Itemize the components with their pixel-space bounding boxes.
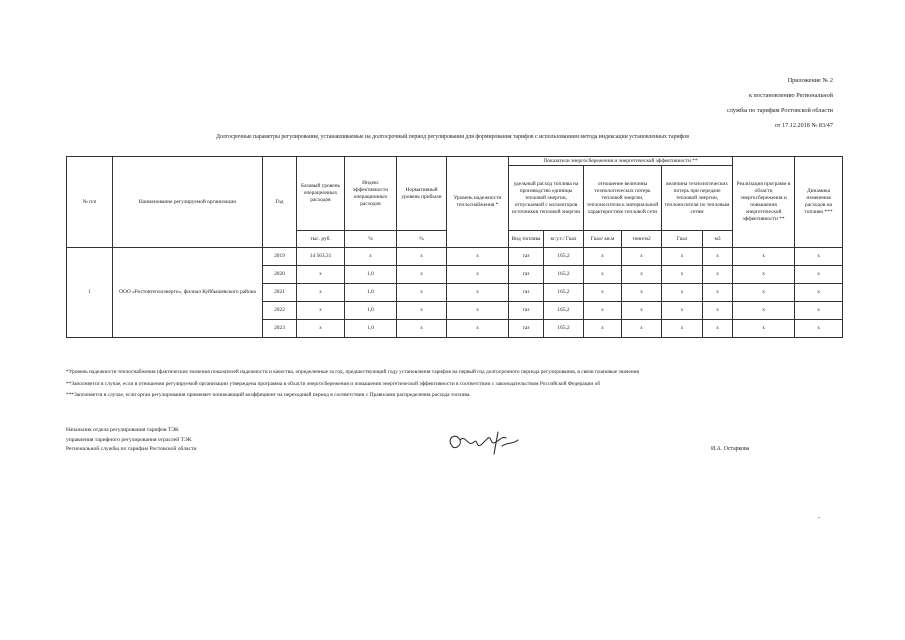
cell-c3: x xyxy=(662,266,703,284)
signer-line-2: управления тарифного регулирования отраслей ТЭК xyxy=(66,436,192,443)
cell-index: x xyxy=(345,248,397,266)
unit-base: тыс. руб. xyxy=(297,231,345,248)
footnote-3: ***Заполняется в случае, если орган регулирования применяет понижающий коэффициент на переходный период в соответствии с Правилами распределения расхода топлива. xyxy=(66,392,471,398)
unit-loss-ratio-1: Гкал/ кв.м xyxy=(584,231,622,248)
cell-c3: x xyxy=(662,248,703,266)
header-programs: Реализация программ в области энергосбережения и повышения энергетической эффективности ** xyxy=(733,157,795,248)
cell-index: 1,0 xyxy=(345,302,397,320)
cell-c4: x xyxy=(703,248,733,266)
cell-c1: x xyxy=(584,302,622,320)
parameters-table xyxy=(66,156,843,338)
cell-reliability: x xyxy=(447,266,509,284)
header-base: Базовый уровень операционных расходов xyxy=(297,157,345,231)
header-profit: Нормативный уровень прибыли xyxy=(397,157,447,231)
cell-programs: x xyxy=(733,320,795,338)
cell-rate: 165,2 xyxy=(544,284,584,302)
cell-year: 2023 xyxy=(263,320,297,338)
cell-dynamics: x xyxy=(795,248,843,266)
cell-rate: 165,2 xyxy=(544,248,584,266)
unit-index: % xyxy=(345,231,397,248)
cell-c2: x xyxy=(622,266,662,284)
cell-fuel: газ xyxy=(509,248,544,266)
cell-c2: x xyxy=(622,320,662,338)
cell-c4: x xyxy=(703,320,733,338)
cell-base: x xyxy=(297,302,345,320)
cell-profit: x xyxy=(397,302,447,320)
scan-speck xyxy=(818,517,820,518)
cell-dynamics: x xyxy=(795,320,843,338)
footnote-1: *Уровень надежности теплоснабжения (фактические значения показателей надежности и качества, определенные за год, предшествующий году установления тарифов на первый год долгосрочного периода регулирования, в связи плановые значения xyxy=(66,369,639,375)
unit-loss-ratio-2: тонн/м2 xyxy=(622,231,662,248)
cell-rate: 165,2 xyxy=(544,266,584,284)
cell-rate: 165,2 xyxy=(544,302,584,320)
cell-fuel: газ xyxy=(509,320,544,338)
cell-c3: x xyxy=(662,320,703,338)
header-loss-value: величина технологических потерь при передаче тепловой энергии, теплоносителя по тепловым сетям xyxy=(662,166,733,231)
cell-programs: x xyxy=(733,302,795,320)
cell-year: 2020 xyxy=(263,266,297,284)
cell-dynamics: x xyxy=(795,302,843,320)
cell-base: x xyxy=(297,320,345,338)
cell-reliability: x xyxy=(447,284,509,302)
footnote-2: **Заполняется в случае, если в отношении регулируемой организации утверждена программа в области энергосбережения и повышения энергетической эффективности в соответствии с законодательством Российской Федерации об xyxy=(66,380,601,387)
cell-profit: x xyxy=(397,248,447,266)
cell-year: 2019 xyxy=(263,248,297,266)
annex-line-3: службы по тарифам Ростовской области xyxy=(727,107,833,114)
cell-base: x xyxy=(297,284,345,302)
header-index: Индекс эффективности операционных расходов xyxy=(345,157,397,231)
cell-c1: x xyxy=(584,266,622,284)
unit-loss-value-2: м3 xyxy=(703,231,733,248)
cell-reliability: x xyxy=(447,248,509,266)
unit-fuel: кг.у.т./ Гкал xyxy=(544,231,584,248)
cell-year: 2021 xyxy=(263,284,297,302)
cell-c1: x xyxy=(584,248,622,266)
footnotes xyxy=(66,367,846,402)
cell-programs: x xyxy=(733,284,795,302)
header-dynamics: Динамика изменения расходов на топливо *** xyxy=(795,157,843,248)
document-title: Долгосрочные параметры регулирования, устанавливаемые на долгосрочный период регулирования для формирования тарифов с использованием метода индексации установленных тарифов xyxy=(216,134,689,140)
signer-line-1: Начальник отдела регулирования тарифов ТЭК xyxy=(66,427,179,433)
annex-block xyxy=(727,73,833,133)
cell-c4: x xyxy=(703,302,733,320)
cell-reliability: x xyxy=(447,320,509,338)
cell-c2: x xyxy=(622,284,662,302)
cell-profit: x xyxy=(397,284,447,302)
cell-c1: x xyxy=(584,284,622,302)
unit-loss-value-1: Гкал xyxy=(662,231,703,248)
cell-c1: x xyxy=(584,320,622,338)
cell-c4: x xyxy=(703,266,733,284)
cell-programs: x xyxy=(733,266,795,284)
cell-fuel: газ xyxy=(509,302,544,320)
cell-fuel: газ xyxy=(509,266,544,284)
org-name: ООО «Ростовтеплоэнерго», филиал Куйбышевского района xyxy=(113,248,263,338)
cell-profit: x xyxy=(397,320,447,338)
signer-line-3: Региональной службы по тарифам Ростовской области xyxy=(66,446,197,452)
table-row xyxy=(67,248,843,266)
cell-c3: x xyxy=(662,284,703,302)
cell-year: 2022 xyxy=(263,302,297,320)
header-year: Год xyxy=(263,157,297,248)
cell-c3: x xyxy=(662,302,703,320)
cell-base: 14 563,31 xyxy=(297,248,345,266)
row-number: 1 xyxy=(67,248,113,338)
annex-line-4: от 17.12.2018 № 83/47 xyxy=(774,122,833,129)
annex-line-1: Приложение № 2 xyxy=(787,77,833,84)
unit-fuel-type: Вид топлива xyxy=(509,231,544,248)
cell-rate: 165,2 xyxy=(544,320,584,338)
cell-programs: x xyxy=(733,248,795,266)
unit-profit: % xyxy=(397,231,447,248)
cell-index: 1,0 xyxy=(345,284,397,302)
signer-name: И.А. Остаркова xyxy=(711,446,750,452)
cell-index: 1,0 xyxy=(345,266,397,284)
header-reliability: Уровень надежности теплоснабжения * xyxy=(447,157,509,248)
cell-c2: x xyxy=(622,302,662,320)
cell-reliability: x xyxy=(447,302,509,320)
cell-base: x xyxy=(297,266,345,284)
signer-title xyxy=(66,426,196,455)
header-fuel-rate: удельный расход топлива на производство единицы тепловой энергии, отпускаемой с коллекторов источников тепловой энергии xyxy=(509,166,584,231)
cell-c4: x xyxy=(703,284,733,302)
header-energy-group: Показатели энергосбережения и энергетической эффективности ** xyxy=(509,157,733,166)
cell-dynamics: x xyxy=(795,266,843,284)
cell-index: 1,0 xyxy=(345,320,397,338)
cell-fuel: газ xyxy=(509,284,544,302)
header-org: Наименование регулируемой организации xyxy=(113,157,263,248)
cell-dynamics: x xyxy=(795,284,843,302)
header-num: № п/п xyxy=(67,157,113,248)
cell-c2: x xyxy=(622,248,662,266)
annex-line-2: к постановлению Региональной xyxy=(748,92,833,99)
header-loss-ratio: отношение величины технологических потерь тепловой энергии, теплоносителя к материальной характеристике тепловой сети xyxy=(584,166,662,231)
cell-profit: x xyxy=(397,266,447,284)
handwritten-signature-icon xyxy=(438,426,528,460)
